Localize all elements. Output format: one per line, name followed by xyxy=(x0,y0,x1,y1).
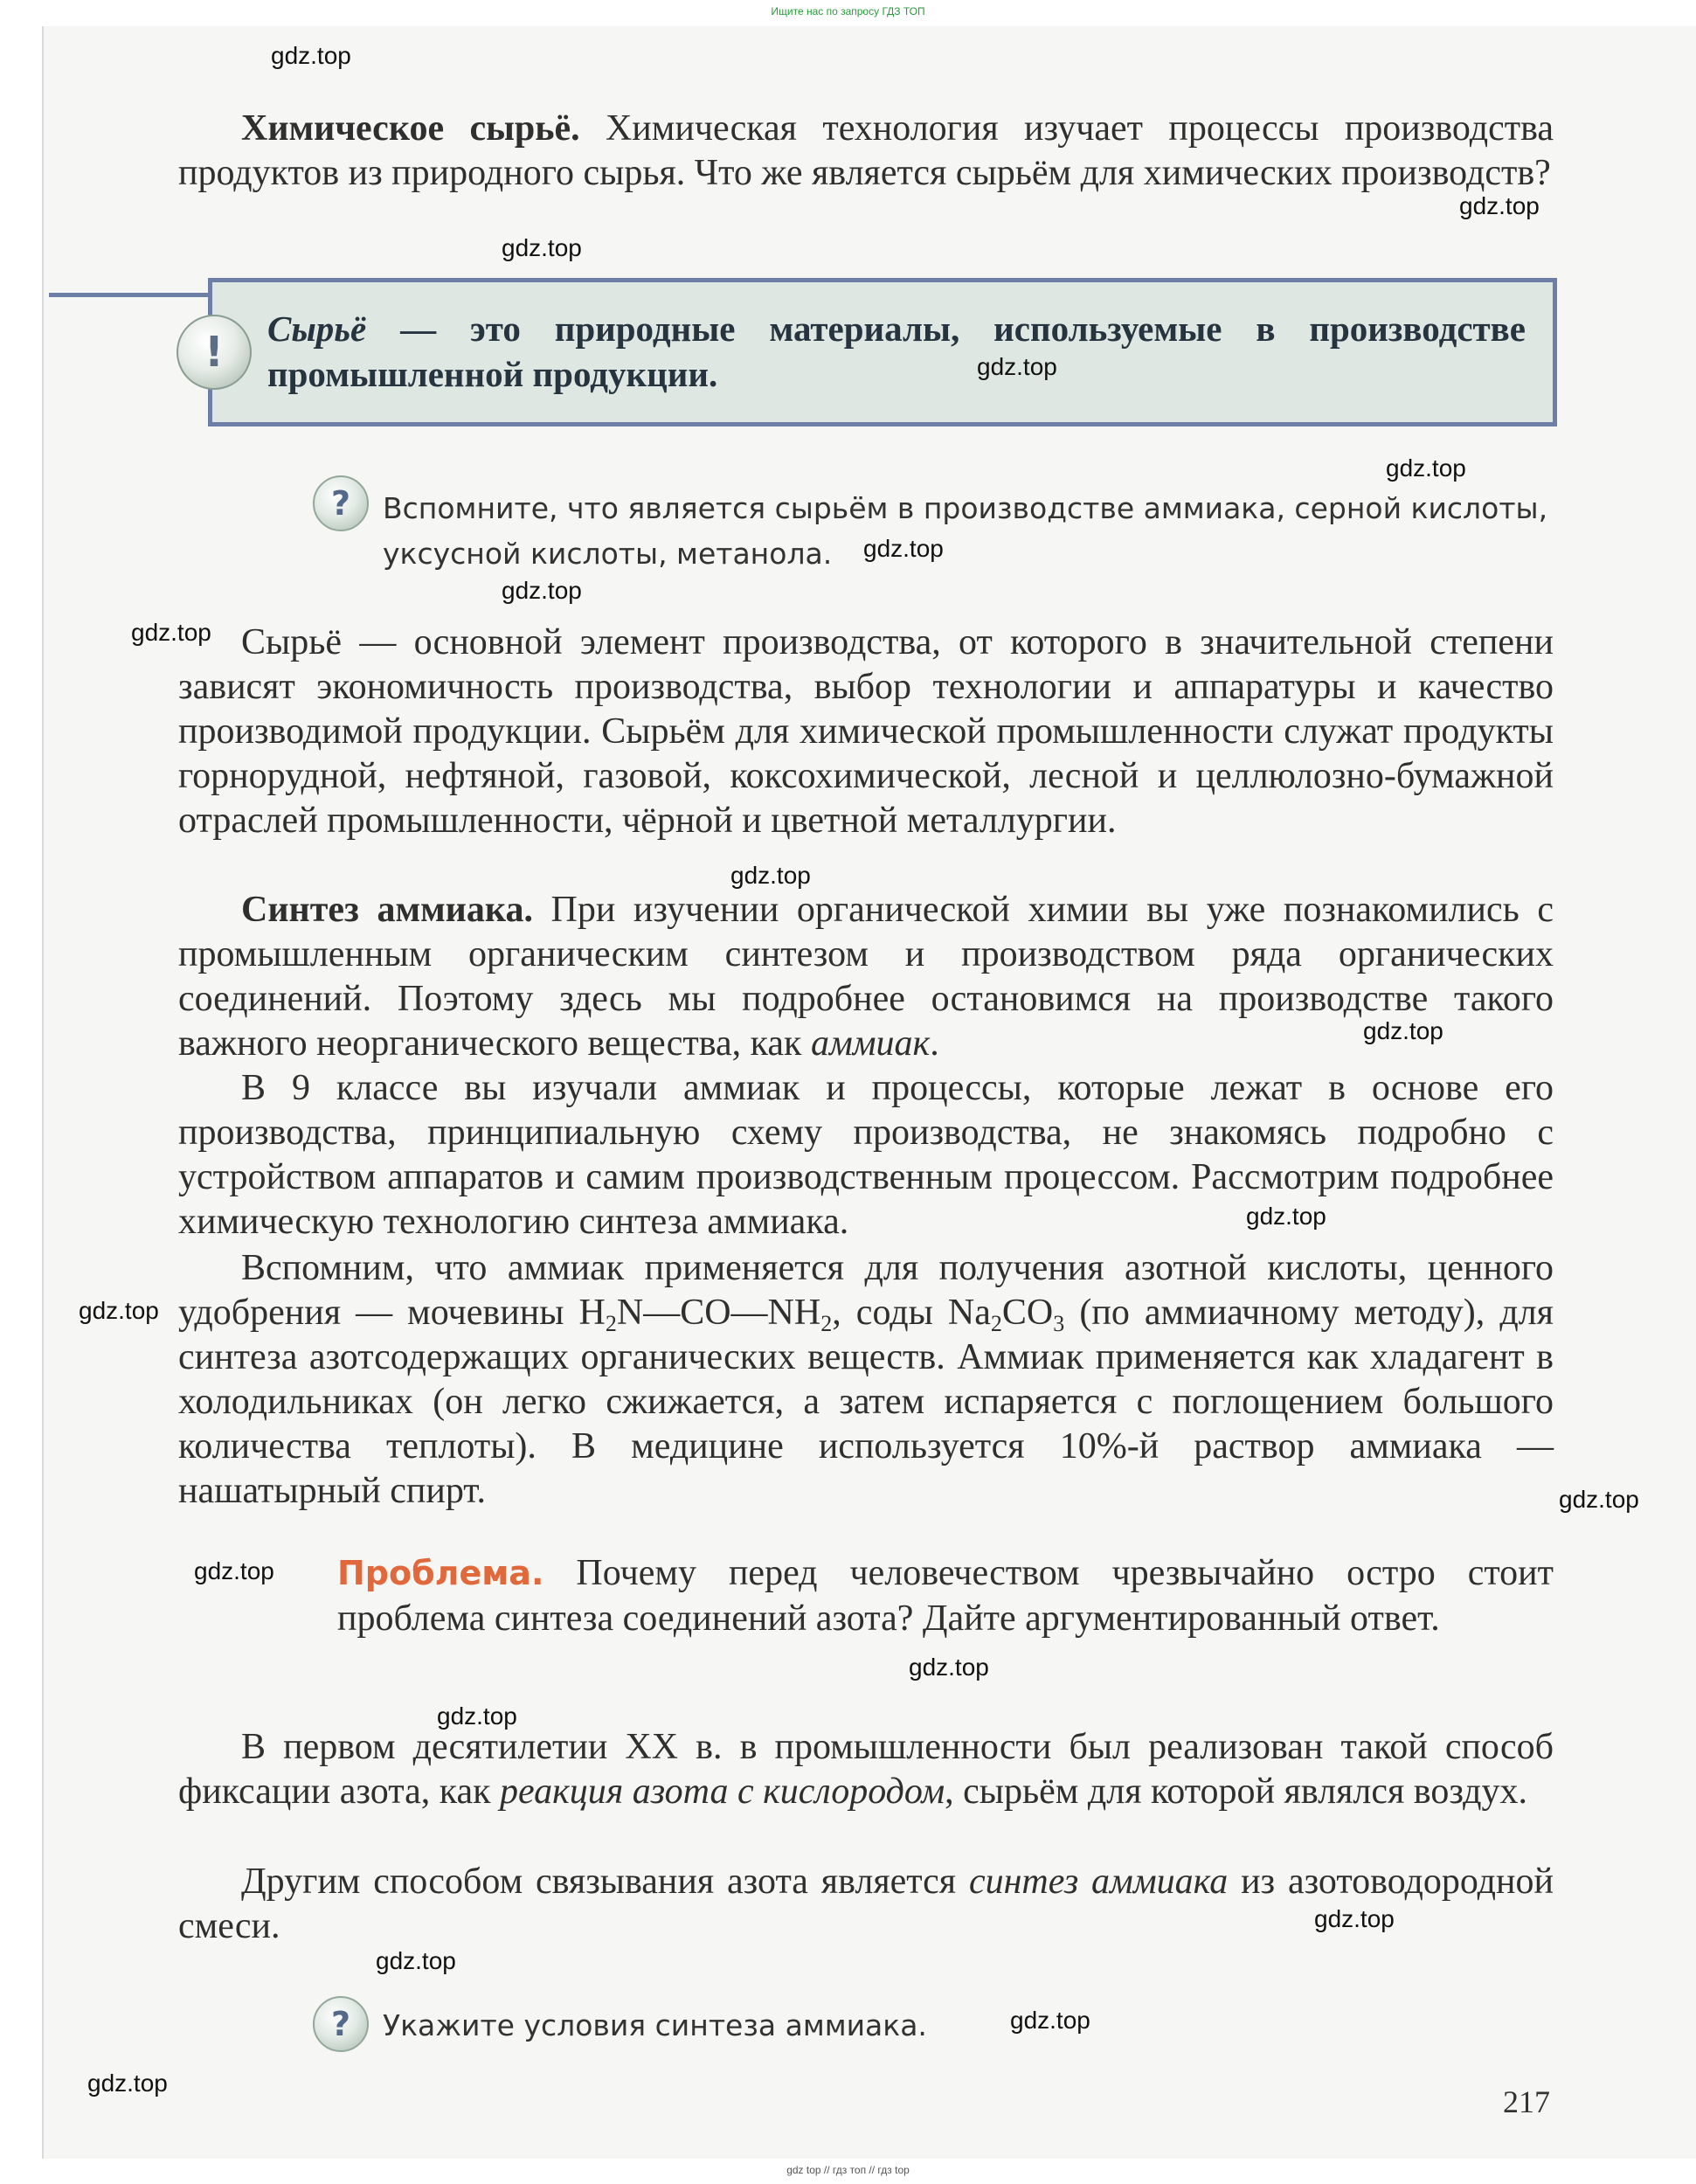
paragraph-raw-materials: Сырьё — основной элемент производства, от которого в значительной степени зависят экономичность производства, выбор технологии и аппаратуры и качество производимой продукции. Сырьём для химической промышленности служат продукты горнорудной, нефтяной, газовой, коксохимической, лесной и целлюлозно-бумажной отраслей промышленности, чёрной и цветной металлургии. xyxy=(178,622,1554,841)
paragraph-part: В первом десятилетии XX в. в промышленности был реализован такой способ фиксации азота, как xyxy=(178,1727,1554,1812)
problem-label: Проблема. xyxy=(337,1554,544,1592)
watermark: gdz.top xyxy=(194,1557,274,1584)
emphasis-ammonia: аммиак xyxy=(810,1023,931,1064)
section-text: При изучении органической химии вы уже познакомились с промышленным органическим синтезом и производством ряда органических соединений. Поэтому здесь мы подробнее остановимся на производстве такого важного неорганического вещества, как xyxy=(178,890,1554,1064)
paragraph-grade9: В 9 классе вы изучали аммиак и процессы, которые лежат в основе его производства, принципиальную схему производства, не знакомясь подробно с устройством аппаратов и самим производственным процессом. Рассмотрим подробнее химическую технологию синтеза аммиака. xyxy=(178,1068,1554,1242)
watermark: gdz.top xyxy=(1363,1017,1443,1044)
paragraph-part: Вспомним, что аммиак применяется для получения азотной кислоты, ценного удобрения — мочевины xyxy=(178,1248,1554,1333)
formula-soda xyxy=(947,1293,1065,1336)
formula-subscript: 2 xyxy=(605,1311,617,1336)
paragraph-part: из азотоводородной смеси. xyxy=(178,1862,1554,1946)
watermark: gdz.top xyxy=(502,234,582,261)
watermark: gdz.top xyxy=(271,42,351,69)
exclamation-icon: ! xyxy=(177,315,252,390)
definition-connector-line xyxy=(49,293,211,297)
watermark: gdz.top xyxy=(87,2070,168,2097)
question-icon: ? xyxy=(313,1996,369,2052)
paragraph-part: , соды xyxy=(832,1293,948,1333)
formula-symbol: N—CO—NH xyxy=(616,1293,821,1333)
formula-subscript: 2 xyxy=(820,1311,833,1336)
watermark: gdz.top xyxy=(1559,1486,1639,1513)
definition-text xyxy=(267,306,1526,397)
definition-term: Сырьё xyxy=(267,309,367,349)
watermark: gdz.top xyxy=(909,1654,989,1681)
emphasis-reaction: реакция азота с кислородом xyxy=(500,1771,945,1812)
paragraph-part: , сырьём для которой являлся воздух. xyxy=(945,1771,1528,1812)
watermark: gdz.top xyxy=(131,619,211,646)
watermark: gdz.top xyxy=(730,862,811,889)
question-text: Вспомните, что является сырьём в производстве аммиака, серной кислоты, уксусной кислоты, метанола. xyxy=(383,491,1548,571)
watermark: gdz.top xyxy=(79,1297,159,1324)
watermark: gdz.top xyxy=(1314,1905,1395,1932)
bottom-banner: gdz top // гдз топ // гдз top xyxy=(786,2164,910,2176)
section-chemical-raw-materials xyxy=(178,107,1554,196)
watermark: gdz.top xyxy=(376,1947,456,1974)
paragraph-part: Другим способом связывания азота является xyxy=(241,1862,969,1902)
watermark: gdz.top xyxy=(863,535,944,562)
formula-symbol: CO xyxy=(1001,1293,1054,1333)
formula-subscript: 3 xyxy=(1053,1311,1065,1336)
question-text: Укажите условия синтеза аммиака. xyxy=(383,2008,927,2042)
paragraph-part: (по аммиачному методу), для синтеза азотсодержащих органических веществ. Аммиак применяется как хладагент в холодильниках (он легко сжижается, а затем испаряется с поглощением большого количества теплоты). В медицине используется 10%-й раствор аммиака — нашатырный спирт. xyxy=(178,1293,1554,1511)
section-ammonia-synthesis xyxy=(178,888,1554,1066)
paragraph-ammonia-synthesis-method xyxy=(178,1860,1554,1949)
emphasis-synthesis: синтез аммиака xyxy=(968,1862,1229,1902)
formula-subscript: 2 xyxy=(990,1311,1002,1336)
problem-text: Почему перед человечеством чрезвычайно остро стоит проблема синтеза соединений азота? Дайте аргументированный ответ. xyxy=(337,1553,1554,1639)
watermark: gdz.top xyxy=(437,1702,517,1730)
watermark: gdz.top xyxy=(1386,454,1466,482)
watermark: gdz.top xyxy=(977,353,1057,380)
formula-symbol: Na xyxy=(947,1293,991,1333)
section-heading: Синтез аммиака. xyxy=(241,890,533,930)
section-text: Химическая технология изучает процессы производства продуктов из природного сырья. Что же является сырьём для химических производств? xyxy=(178,108,1554,193)
watermark: gdz.top xyxy=(502,577,582,604)
formula-urea xyxy=(578,1293,833,1336)
sentence-end: . xyxy=(930,1023,939,1064)
top-banner: Ищите нас по запросу ГДЗ ТОП xyxy=(771,5,925,17)
paragraph-nitrogen-fixation xyxy=(178,1725,1554,1814)
problem-block xyxy=(337,1550,1554,1641)
watermark: gdz.top xyxy=(1010,2007,1090,2034)
definition-body: — это природные материалы, используемые в производстве промышленной продукции. xyxy=(267,309,1526,394)
section-heading: Химическое сырьё. xyxy=(241,108,580,149)
paragraph-ammonia-uses xyxy=(178,1246,1554,1514)
page-number: 217 xyxy=(1503,2084,1550,2119)
question-icon: ? xyxy=(313,475,369,531)
watermark: gdz.top xyxy=(1459,192,1540,219)
watermark: gdz.top xyxy=(1246,1203,1326,1230)
formula-symbol: H xyxy=(578,1293,606,1333)
